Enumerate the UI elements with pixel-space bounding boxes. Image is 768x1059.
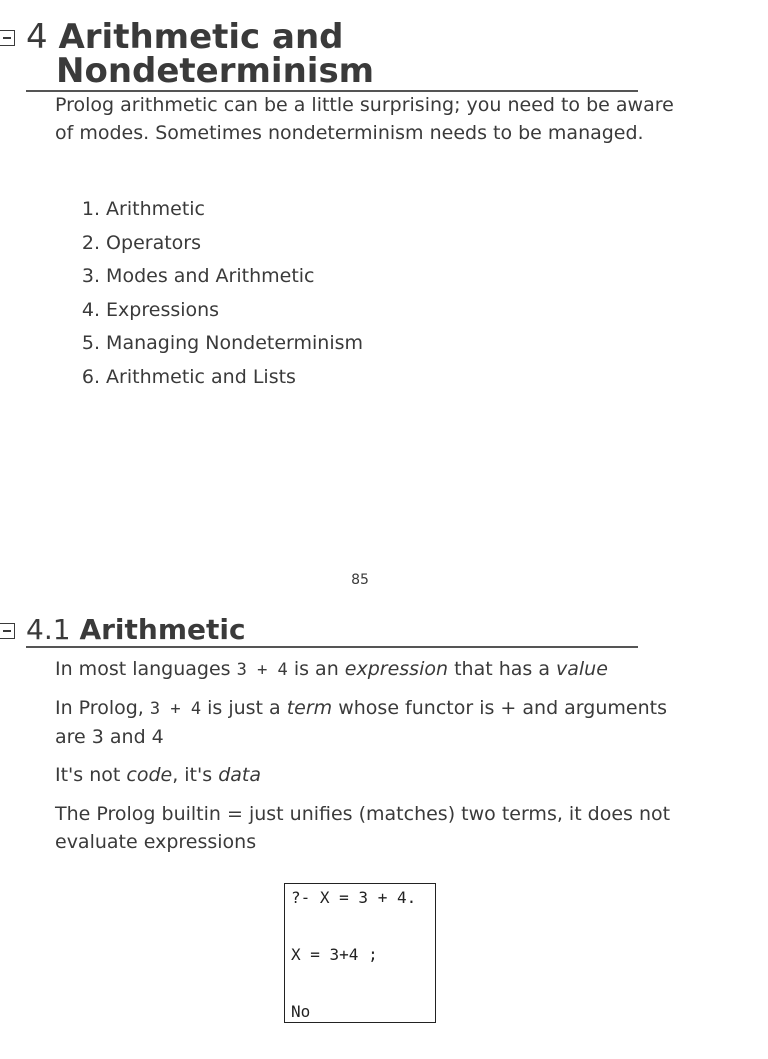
toc-item[interactable]: 3. Modes and Arithmetic <box>81 265 315 287</box>
toc-item[interactable]: 1. Arithmetic <box>81 198 205 220</box>
subsection-number: 4.1 <box>26 613 71 646</box>
table-of-contents <box>55 196 363 397</box>
inline-code: 3 + 4 <box>236 660 288 680</box>
code-example-box <box>284 883 436 1023</box>
section-heading <box>26 17 638 92</box>
page-number: 85 <box>351 572 369 588</box>
collapse-subsection-icon[interactable] <box>0 623 15 639</box>
paragraph-data: It's not code, it's data <box>55 764 261 786</box>
subsection-title: Arithmetic <box>79 613 246 646</box>
collapse-section-icon[interactable] <box>0 30 15 46</box>
section-number: 4 <box>26 17 48 57</box>
section-title-line1: Arithmetic and <box>58 17 344 57</box>
section-title-line2: Nondeterminism <box>56 51 375 91</box>
section-intro: Prolog arithmetic can be a little surprising; you need to be aware of modes. Sometimes nondeterminism needs to be managed. <box>55 94 674 144</box>
toc-item[interactable]: 2. Operators <box>81 231 201 254</box>
paragraph-term: In Prolog, 3 + 4 is just a term whose functor is + and arguments are 3 and 4 <box>55 697 667 748</box>
code-line: No <box>291 1002 311 1021</box>
toc-item[interactable]: 5. Managing Nondeterminism <box>81 332 364 354</box>
paragraph-expression: In most languages 3 + 4 is an expression that has a value <box>55 658 608 680</box>
toc-item[interactable]: 4. Expressions <box>81 298 220 321</box>
code-line: X = 3+4 ; <box>291 945 378 964</box>
code-line: ?- X = 3 + 4. <box>291 888 417 907</box>
paragraph-unify: The Prolog builtin = just unifies (matches) two terms, it does not evaluate expressions <box>55 803 671 853</box>
toc-item[interactable]: 6. Arithmetic and Lists <box>81 365 296 388</box>
subsection-heading <box>26 613 638 648</box>
inline-code: 3 + 4 <box>149 699 202 719</box>
